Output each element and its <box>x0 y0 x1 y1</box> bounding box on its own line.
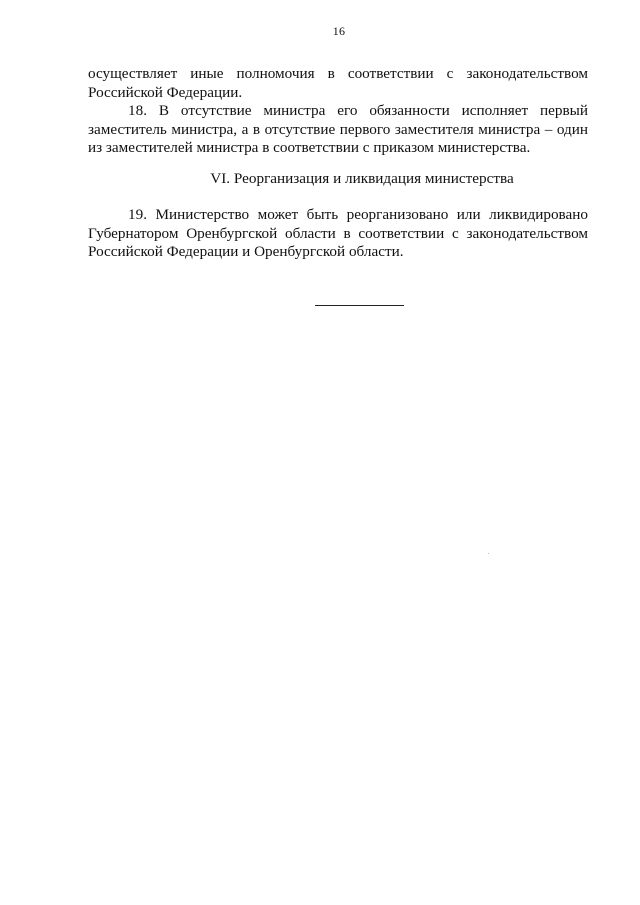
end-of-document-rule <box>315 305 404 306</box>
section-heading-vi: VI. Реорганизация и ликвидация министерства <box>210 170 514 187</box>
section-vi-body <box>88 206 588 262</box>
paragraph-item-19: 19. Министерство может быть реорганизовано или ликвидировано Губернатором Оренбургской области в соответствии с законодательством Российской Федерации и Оренбургской области. <box>88 206 588 260</box>
scan-artifact-dot <box>488 553 489 554</box>
paragraph-continuation: осуществляет иные полномочия в соответствии с законодательством Российской Федерации. <box>88 65 588 101</box>
paragraph-item-18: 18. В отсутствие министра его обязанности исполняет первый заместитель министра, а в отсутствие первого заместителя министра – один из заместителей министра в соответствии с приказом министерства. <box>88 102 588 156</box>
section-v-tail <box>88 65 588 158</box>
page-number: 16 <box>332 24 346 38</box>
